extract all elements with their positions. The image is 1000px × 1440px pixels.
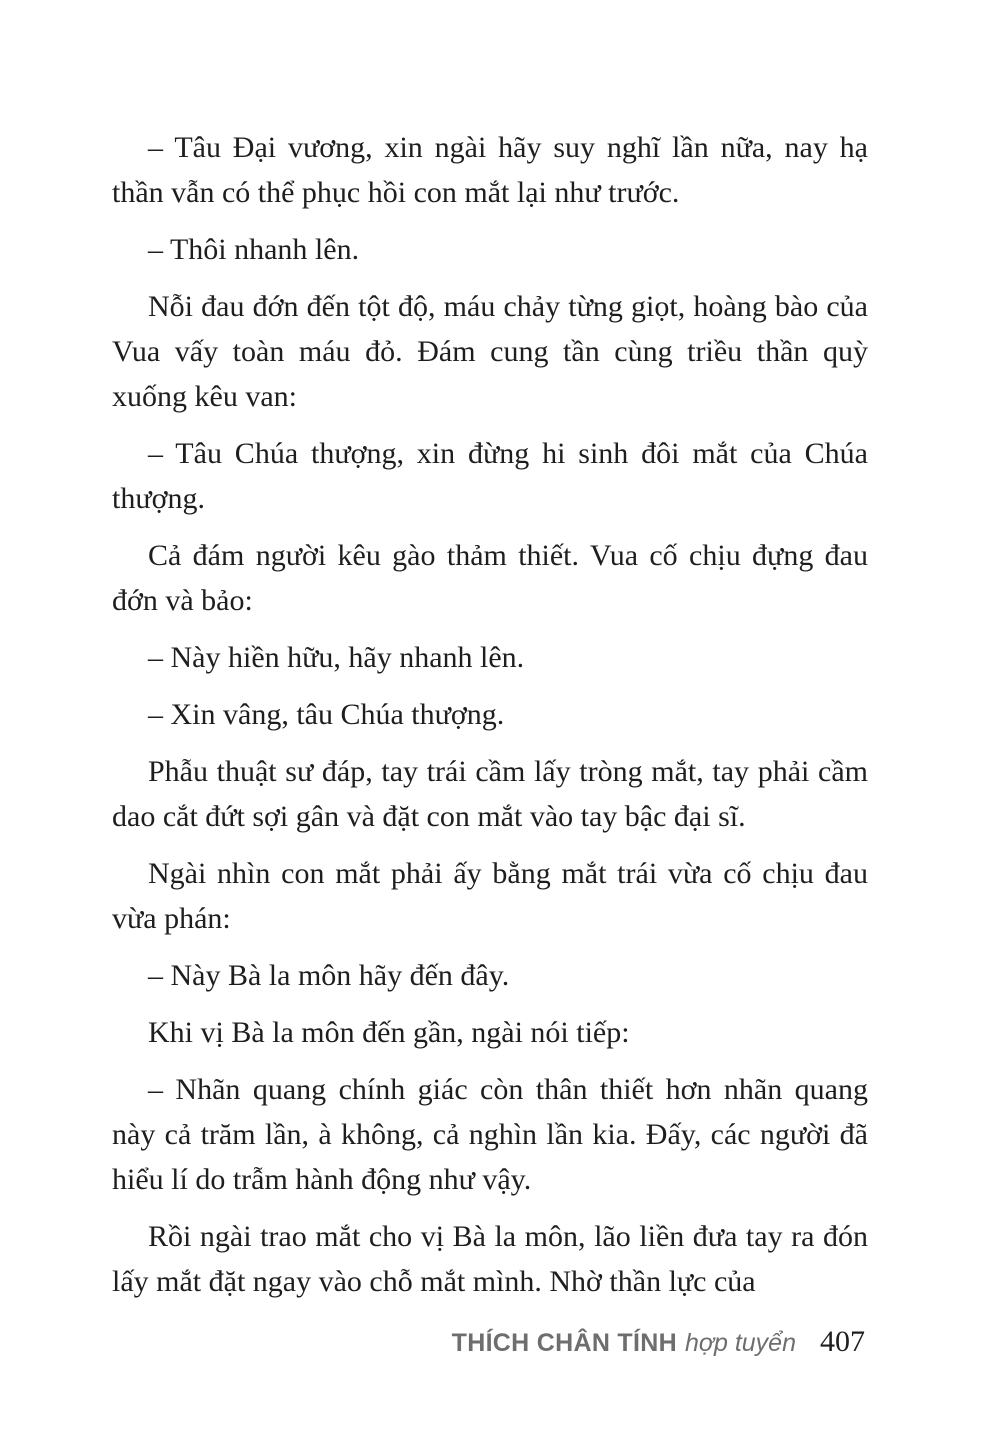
paragraph: Rồi ngài trao mắt cho vị Bà la môn, lão liền đưa tay ra đón lấy mắt đặt ngay vào chỗ mắt mình. Nhờ thần lực của bbox=[112, 1220, 868, 1298]
page-number: 407 bbox=[820, 1325, 865, 1358]
footer-author: THÍCH CHÂN TÍNH bbox=[451, 1329, 677, 1357]
paragraph: Nỗi đau đớn đến tột độ, máu chảy từng giọt, hoàng bào của Vua vấy toàn máu đỏ. Đám cung tần cùng triều thần quỳ xuống kêu van: bbox=[112, 290, 868, 413]
paragraph: Ngài nhìn con mắt phải ấy bằng mắt trái vừa cố chịu đau vừa phán: bbox=[112, 857, 868, 935]
paragraph: – Này Bà la môn hãy đến đây. bbox=[148, 959, 510, 992]
paragraph: – Nhãn quang chính giác còn thân thiết hơn nhãn quang này cả trăm lần, à không, cả nghìn lần kia. Đấy, các người đã hiểu lí do trẫm hành động như vậy. bbox=[112, 1073, 868, 1196]
page-footer bbox=[452, 1325, 865, 1369]
paragraph: Cả đám người kêu gào thảm thiết. Vua cố chịu đựng đau đớn và bảo: bbox=[112, 539, 868, 617]
paragraph: – Thôi nhanh lên. bbox=[148, 233, 360, 266]
page-body bbox=[112, 125, 868, 1316]
paragraph: – Tâu Chúa thượng, xin đừng hi sinh đôi mắt của Chúa thượng. bbox=[112, 437, 868, 515]
paragraph: Khi vị Bà la môn đến gần, ngài nói tiếp: bbox=[148, 1016, 630, 1049]
paragraph: Phẫu thuật sư đáp, tay trái cầm lấy tròng mắt, tay phải cầm dao cắt đứt sợi gân và đặt con mắt vào tay bậc đại sĩ. bbox=[112, 755, 868, 833]
paragraph: – Xin vâng, tâu Chúa thượng. bbox=[148, 698, 505, 731]
paragraph: – Tâu Đại vương, xin ngài hãy suy nghĩ lần nữa, nay hạ thần vẫn có thể phục hồi con mắt lại như trước. bbox=[112, 131, 868, 209]
paragraph: – Này hiền hữu, hãy nhanh lên. bbox=[148, 641, 525, 674]
footer-subtitle: hợp tuyển bbox=[684, 1329, 796, 1357]
